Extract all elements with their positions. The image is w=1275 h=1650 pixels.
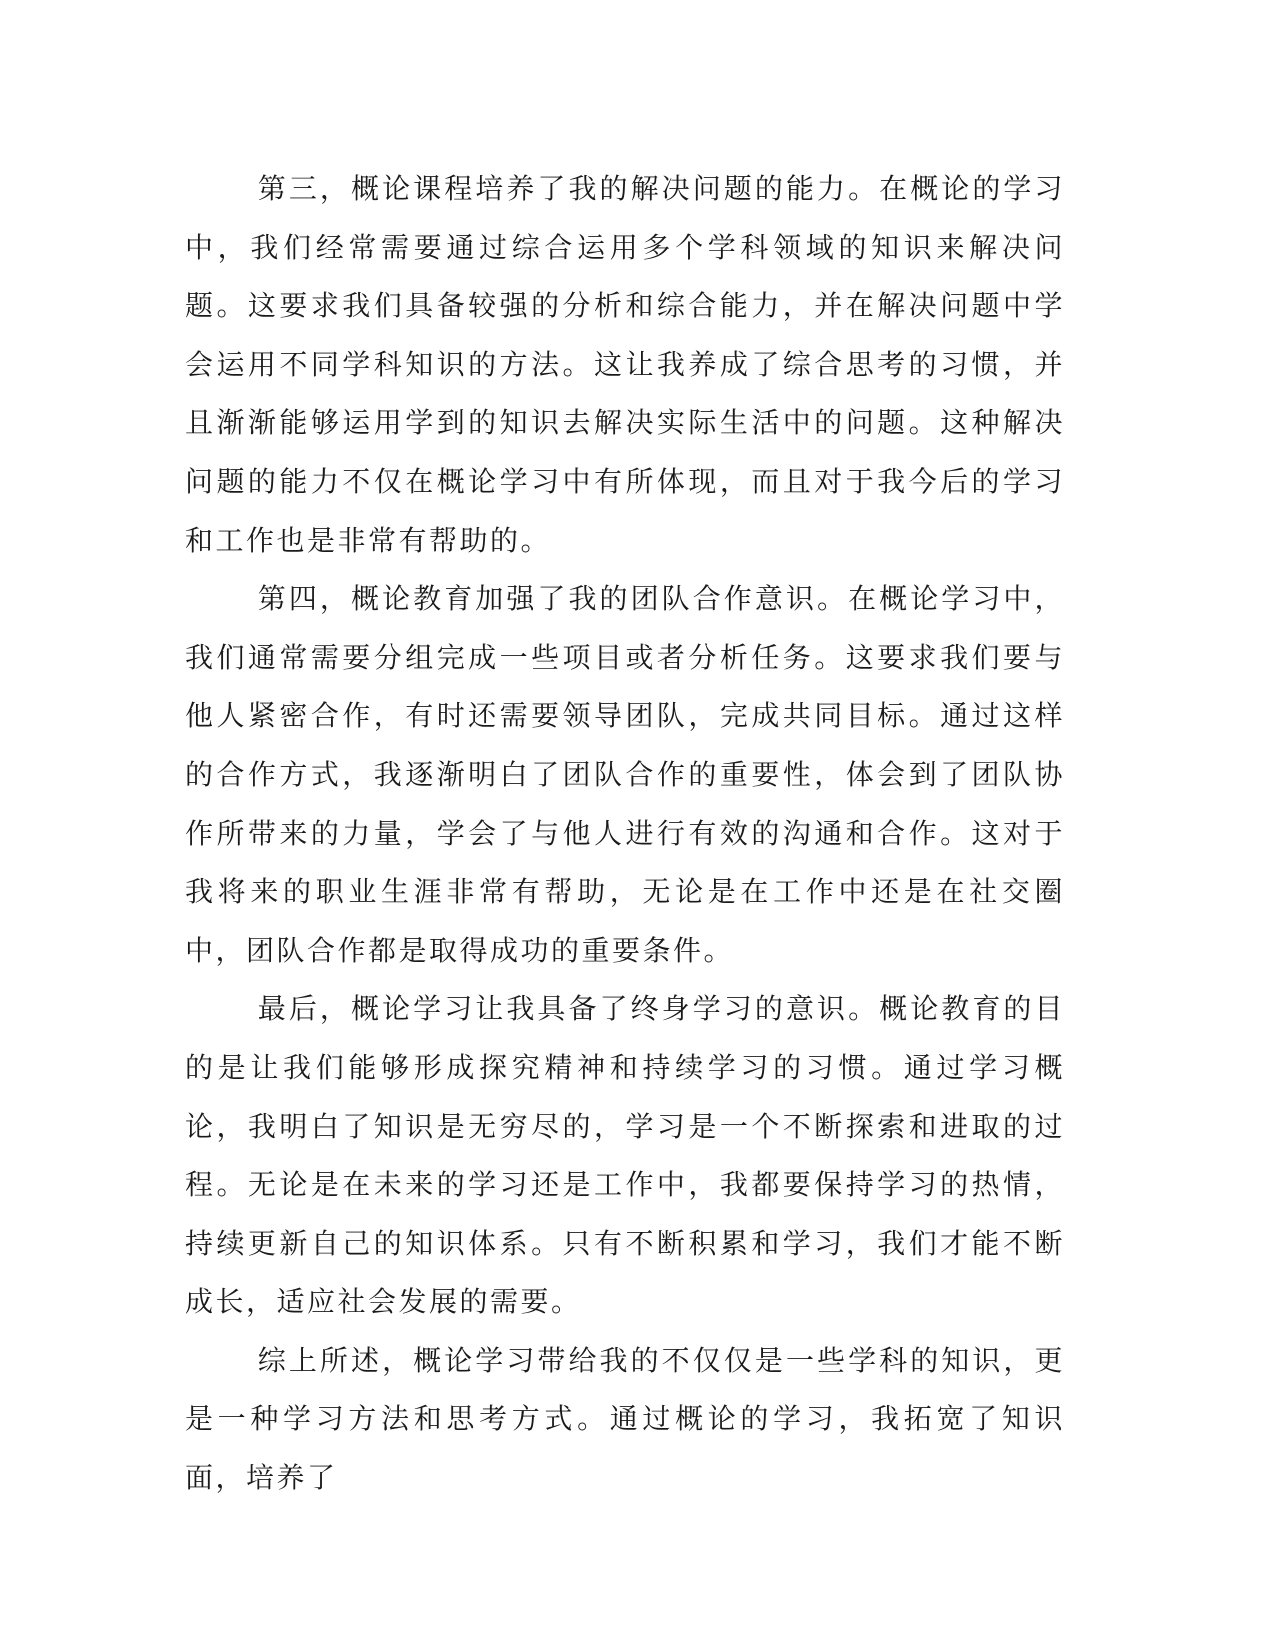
paragraph-final-point: 最后，概论学习让我具备了终身学习的意识。概论教育的目的是让我们能够形成探究精神和持续学习的习惯。通过学习概论，我明白了知识是无穷尽的，学习是一个不断探索和进取的过程。无论是在未来的学习还是工作中，我都要保持学习的热情，持续更新自己的知识体系。只有不断积累和学习，我们才能不断成长，适应社会发展的需要。 (185, 992, 1065, 1319)
paragraph-fourth-point: 第四，概论教育加强了我的团队合作意识。在概论学习中，我们通常需要分组完成一些项目或者分析任务。这要求我们要与他人紧密合作，有时还需要领导团队，完成共同目标。通过这样的合作方式，我逐渐明白了团队合作的重要性，体会到了团队协作所带来的力量，学会了与他人进行有效的沟通和合作。这对于我将来的职业生涯非常有帮助，无论是在工作中还是在社交圈中，团队合作都是取得成功的重要条件。 (185, 582, 1065, 967)
document-body (185, 160, 1065, 1508)
paragraph-third-point: 第三，概论课程培养了我的解决问题的能力。在概论的学习中，我们经常需要通过综合运用多个学科领域的知识来解决问题。这要求我们具备较强的分析和综合能力，并在解决问题中学会运用不同学科知识的方法。这让我养成了综合思考的习惯，并且渐渐能够运用学到的知识去解决实际生活中的问题。这种解决问题的能力不仅在概论学习中有所体现，而且对于我今后的学习和工作也是非常有帮助的。 (185, 172, 1065, 557)
paragraph-summary: 综上所述，概论学习带给我的不仅仅是一些学科的知识，更是一种学习方法和思考方式。通过概论的学习，我拓宽了知识面，培养了 (185, 1343, 1065, 1495)
